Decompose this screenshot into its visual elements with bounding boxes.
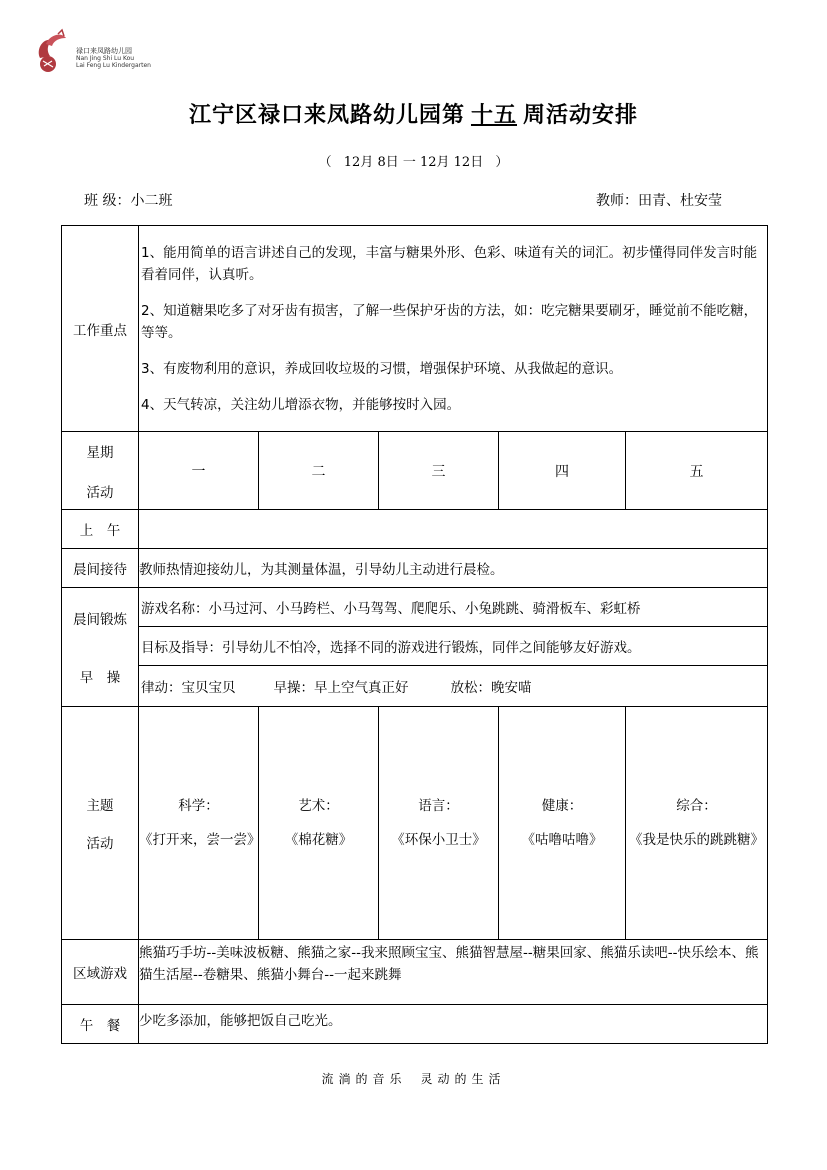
morning-exercise-label: 晨间锻炼 <box>73 612 127 628</box>
footer-slogan-right: 灵动的生活 <box>420 1072 506 1086</box>
focus-row <box>62 226 768 432</box>
weekday-label: 星期 <box>86 444 114 461</box>
theme-tuesday <box>259 707 379 940</box>
reception-text: 教师热情迎接幼儿，为其测量体温，引导幼儿主动进行晨检。 <box>139 549 768 588</box>
focus-item: 1、能用简单的语言讲述自己的发现，丰富与糖果外形、色彩、味道有关的词汇。初步懂得同伴发言时能看着同伴，认真听。 <box>141 244 758 283</box>
class-info <box>84 190 172 210</box>
lunch-row <box>62 1005 768 1044</box>
page-title <box>0 98 827 129</box>
lunch-text: 少吃多添加，能够把饭自己吃光。 <box>139 1005 768 1044</box>
exercise-row <box>62 588 768 707</box>
theme-label-bottom: 活动 <box>86 836 114 852</box>
lunch-label: 午 餐 <box>62 1005 139 1044</box>
focus-item: 2、知道糖果吃多了对牙齿有损害，了解一些保护牙齿的方法，如：吃完糖果要刷牙，睡觉前不能吃糖，等等。 <box>141 302 758 341</box>
theme-subject: 艺术： <box>298 798 339 814</box>
day-wednesday: 三 <box>379 432 499 510</box>
theme-wednesday <box>379 707 499 940</box>
focus-item: 3、有废物利用的意识，养成回收垃圾的习惯，增强保护环境、从我做起的意识。 <box>141 360 623 377</box>
logo-name-en-2: Lai Feng Lu Kindergarten <box>76 62 151 69</box>
theme-title: 《咕噜咕噜》 <box>521 832 603 848</box>
gymnastics-exercise: 早操：早上空气真正好 <box>273 679 409 696</box>
exercise-games: 游戏名称：小马过河、小马跨栏、小马驾驾、爬爬乐、小兔跳跳、骑滑板车、彩虹桥 <box>139 588 767 627</box>
schedule-table <box>61 225 768 1044</box>
gymnastics-content <box>139 666 767 705</box>
reception-row <box>62 549 768 588</box>
logo-name-en-1: Nan Jing Shi Lu Kou <box>76 55 135 62</box>
teacher-value: 田青、杜安莹 <box>638 193 722 209</box>
day-monday: 一 <box>139 432 259 510</box>
logo-name-cn: 禄口来凤路幼儿园 <box>76 47 132 55</box>
area-games-row <box>62 940 768 1005</box>
morning-row <box>62 510 768 549</box>
theme-label <box>62 707 139 940</box>
day-friday: 五 <box>626 432 768 510</box>
teacher-info <box>596 190 722 210</box>
exercise-labels <box>62 588 139 707</box>
exercise-goals: 目标及指导：引导幼儿不怕冷，选择不同的游戏进行锻炼，同伴之间能够友好游戏。 <box>139 627 767 666</box>
theme-title: 《我是快乐的跳跳糖》 <box>629 832 764 848</box>
theme-thursday <box>499 707 626 940</box>
theme-title: 《打开来，尝一尝》 <box>139 832 261 848</box>
theme-title: 《环保小卫士》 <box>391 832 486 848</box>
day-thursday: 四 <box>499 432 626 510</box>
gymnastics-rhythm: 律动：宝贝宝贝 <box>141 679 236 696</box>
morning-label: 上 午 <box>62 510 139 549</box>
theme-monday <box>139 707 259 940</box>
theme-subject: 科学： <box>178 798 219 814</box>
reception-label: 晨间接待 <box>62 549 139 588</box>
title-suffix: 周活动安排 <box>523 102 639 128</box>
theme-row <box>62 707 768 940</box>
footer-slogan <box>0 1070 827 1087</box>
focus-content <box>139 226 768 432</box>
theme-subject: 健康： <box>541 798 583 814</box>
area-games-label: 区域游戏 <box>62 940 139 1005</box>
activity-label: 活动 <box>86 484 114 501</box>
gymnastics-relax: 放松：晚安喵 <box>450 679 532 696</box>
title-week-number: 十五 <box>470 102 517 128</box>
morning-gymnastics-label: 早 操 <box>79 670 121 686</box>
morning-content <box>139 510 768 549</box>
theme-friday <box>626 707 768 940</box>
theme-title: 《棉花糖》 <box>284 832 353 848</box>
theme-label-top: 主题 <box>86 798 114 814</box>
date-range-close: ） <box>495 155 509 170</box>
date-range <box>0 151 827 170</box>
weekday-header-label <box>62 432 139 510</box>
area-games-text: 熊猫巧手坊--美味波板糖、熊猫之家--我来照顾宝宝、熊猫智慧屋--糖果回家、熊猫乐读吧--快乐绘本、熊猫生活屋--卷糖果、熊猫小舞台--一起来跳舞 <box>139 940 768 1005</box>
focus-label: 工作重点 <box>62 226 139 432</box>
logo-emblem-icon <box>32 28 72 74</box>
kindergarten-logo <box>28 26 158 76</box>
day-tuesday: 二 <box>259 432 379 510</box>
theme-subject: 综合： <box>676 798 717 814</box>
focus-item: 4、天气转凉，关注幼儿增添衣物，并能够按时入园。 <box>141 396 461 413</box>
weekday-header-row <box>62 432 768 510</box>
title-prefix: 江宁区禄口来凤路幼儿园第 <box>188 102 465 128</box>
date-range-text: 12月 8日 一 12月 12日 <box>343 155 484 170</box>
date-range-open: （ <box>318 155 332 170</box>
exercise-content <box>139 588 768 707</box>
footer-slogan-left: 流淌的音乐 <box>321 1072 407 1086</box>
teacher-label: 教师： <box>596 193 638 209</box>
theme-subject: 语言： <box>418 798 459 814</box>
class-label: 班 级： <box>84 193 131 209</box>
class-value: 小二班 <box>130 193 173 209</box>
